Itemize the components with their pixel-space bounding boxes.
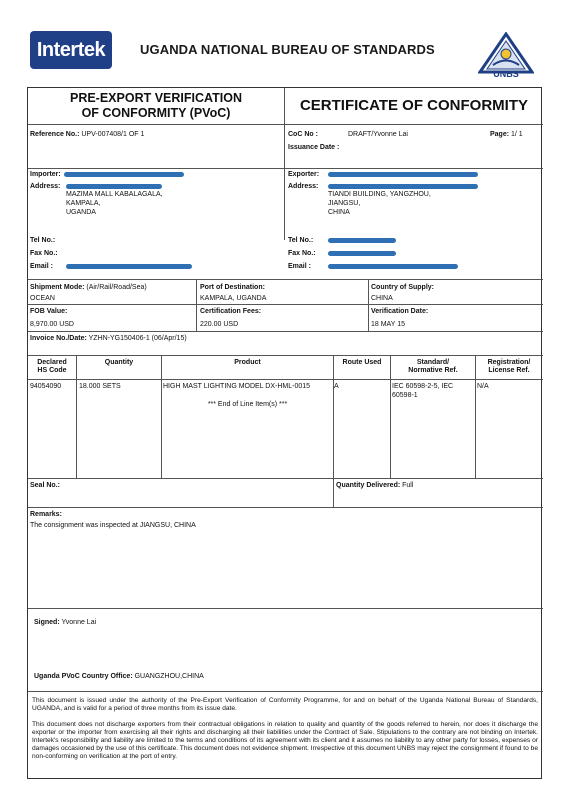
verification-date-value: 18 MAY 15 bbox=[371, 321, 405, 328]
pvoc-title: PRE-EXPORT VERIFICATION OF CONFORMITY (PVoC) bbox=[69, 91, 242, 120]
seal-label: Seal No.: bbox=[30, 482, 60, 489]
port-label: Port of Destination: bbox=[200, 284, 265, 291]
hs-code-header: Declared HS Code bbox=[37, 359, 67, 374]
importer-label: Importer: bbox=[30, 171, 61, 178]
importer-email-label: Email : bbox=[30, 263, 53, 270]
invoice: Invoice No./Date: YZHN-YG150406-1 (06/Apr/15) bbox=[30, 335, 187, 342]
unbs-logo-text: UNBS bbox=[493, 69, 519, 78]
fob-label: FOB Value: bbox=[30, 308, 68, 315]
standard-header: Standard/ Normative Ref. bbox=[408, 359, 458, 374]
fees-label: Certification Fees: bbox=[200, 308, 262, 315]
exporter-tel-label: Tel No.: bbox=[288, 237, 314, 244]
reference-number: Reference No.: UPV-007408/1 OF 1 bbox=[30, 131, 145, 138]
registration-cell: N/A bbox=[477, 383, 489, 390]
coc-value: DRAFT/Yvonne Lai bbox=[348, 131, 408, 138]
intertek-logo: Intertek bbox=[30, 31, 112, 69]
quantity-delivered: Quantity Delivered: Full bbox=[336, 482, 414, 489]
country-value: CHINA bbox=[371, 295, 393, 302]
fob-value: 8,970.00 USD bbox=[30, 321, 74, 328]
exporter-fax-label: Fax No.: bbox=[288, 250, 316, 257]
end-of-items: *** End of Line Item(s) *** bbox=[207, 401, 288, 408]
importer-name-redacted bbox=[64, 172, 184, 177]
exporter-email-redacted bbox=[328, 264, 458, 269]
exporter-address-line: JIANGSU, bbox=[328, 200, 361, 207]
liability-disclaimer: This document does not discharge exporters from their contractual obligations in relation to quality and quantity of the goods referred to herein, nor does it discharge the exporter or the importer from exercising all their rights and discharging all their liabilities under the Contract of Sale. Stipulations to the contrary are not binding on Intertek. Intertek's responsibility and liability are limited to the terms and conditions of its agreement with its client and it assumes no liability to any other party for losses, expenses or damages occasioned by the use of this certificate. This document does not evidence shipment. Irrespective of this document UNBS may reject the consignment if found to be non-conforming on verification at the port of entry. bbox=[32, 721, 538, 760]
exporter-name-redacted bbox=[328, 172, 478, 177]
remarks-text: The consignment was inspected at JIANGSU, CHINA bbox=[30, 522, 196, 529]
shipment-mode-value: OCEAN bbox=[30, 295, 55, 302]
verification-date-label: Verification Date: bbox=[371, 308, 429, 315]
importer-tel-label: Tel No.: bbox=[30, 237, 56, 244]
country-label: Country of Supply: bbox=[371, 284, 434, 291]
product-header: Product bbox=[234, 359, 261, 366]
exporter-fax-redacted bbox=[328, 251, 396, 256]
route-header: Route Used bbox=[342, 359, 382, 366]
product-cell: HIGH MAST LIGHTING MODEL DX-HML-0015 bbox=[163, 383, 311, 390]
registration-header: Registration/ License Ref. bbox=[487, 359, 531, 374]
exporter-email-label: Email : bbox=[288, 263, 311, 270]
exporter-address-line: TIANDI BUILDING, YANGZHOU, bbox=[328, 191, 431, 198]
fees-value: 220.00 USD bbox=[200, 321, 239, 328]
route-cell: A bbox=[334, 383, 339, 390]
importer-address-line: KAMPALA, bbox=[66, 200, 101, 207]
exporter-address-line: CHINA bbox=[328, 209, 350, 216]
agency-name: UGANDA NATIONAL BUREAU OF STANDARDS bbox=[140, 42, 435, 57]
shipment-mode-label: Shipment Mode: (Air/Rail/Road/Sea) bbox=[30, 284, 147, 291]
quantity-cell: 18.000 SETS bbox=[79, 383, 121, 390]
exporter-label: Exporter: bbox=[288, 171, 320, 178]
importer-address-redacted bbox=[66, 184, 162, 189]
remarks-label: Remarks: bbox=[30, 511, 62, 518]
country-office: Uganda PVoC Country Office: GUANGZHOU,CHINA bbox=[34, 673, 204, 680]
exporter-address-redacted bbox=[328, 184, 478, 189]
page-number: Page: 1/ 1 bbox=[490, 131, 523, 138]
quantity-header: Quantity bbox=[104, 359, 134, 366]
certificate-title: CERTIFICATE OF CONFORMITY bbox=[299, 97, 529, 114]
coc-number: CoC No : bbox=[288, 131, 318, 138]
importer-email-redacted bbox=[66, 264, 192, 269]
standard-cell: IEC 60598-2-5, IEC 60598-1 bbox=[392, 383, 454, 399]
importer-address-line: UGANDA bbox=[66, 209, 96, 216]
validity-statement: This document is issued under the authority of the Pre-Export Verification of Conformity Programme, for and on behalf of the Uganda National Bureau of Standards, UGANDA, and is valid for a period of three months from its issue date. bbox=[32, 697, 538, 712]
issuance-date: Issuance Date : bbox=[288, 144, 340, 151]
importer-address-line: MAZIMA MALL KABALAGALA, bbox=[66, 191, 163, 198]
signed-by: Signed: Yvonne Lai bbox=[34, 619, 97, 626]
exporter-address-label: Address: bbox=[288, 183, 319, 190]
unbs-logo bbox=[478, 32, 534, 78]
importer-address-label: Address: bbox=[30, 183, 61, 190]
importer-fax-label: Fax No.: bbox=[30, 250, 58, 257]
hs-code-cell: 94054090 bbox=[30, 383, 62, 390]
exporter-tel-redacted bbox=[328, 238, 396, 243]
certificate-form bbox=[27, 87, 542, 779]
port-value: KAMPALA, UGANDA bbox=[200, 295, 267, 302]
